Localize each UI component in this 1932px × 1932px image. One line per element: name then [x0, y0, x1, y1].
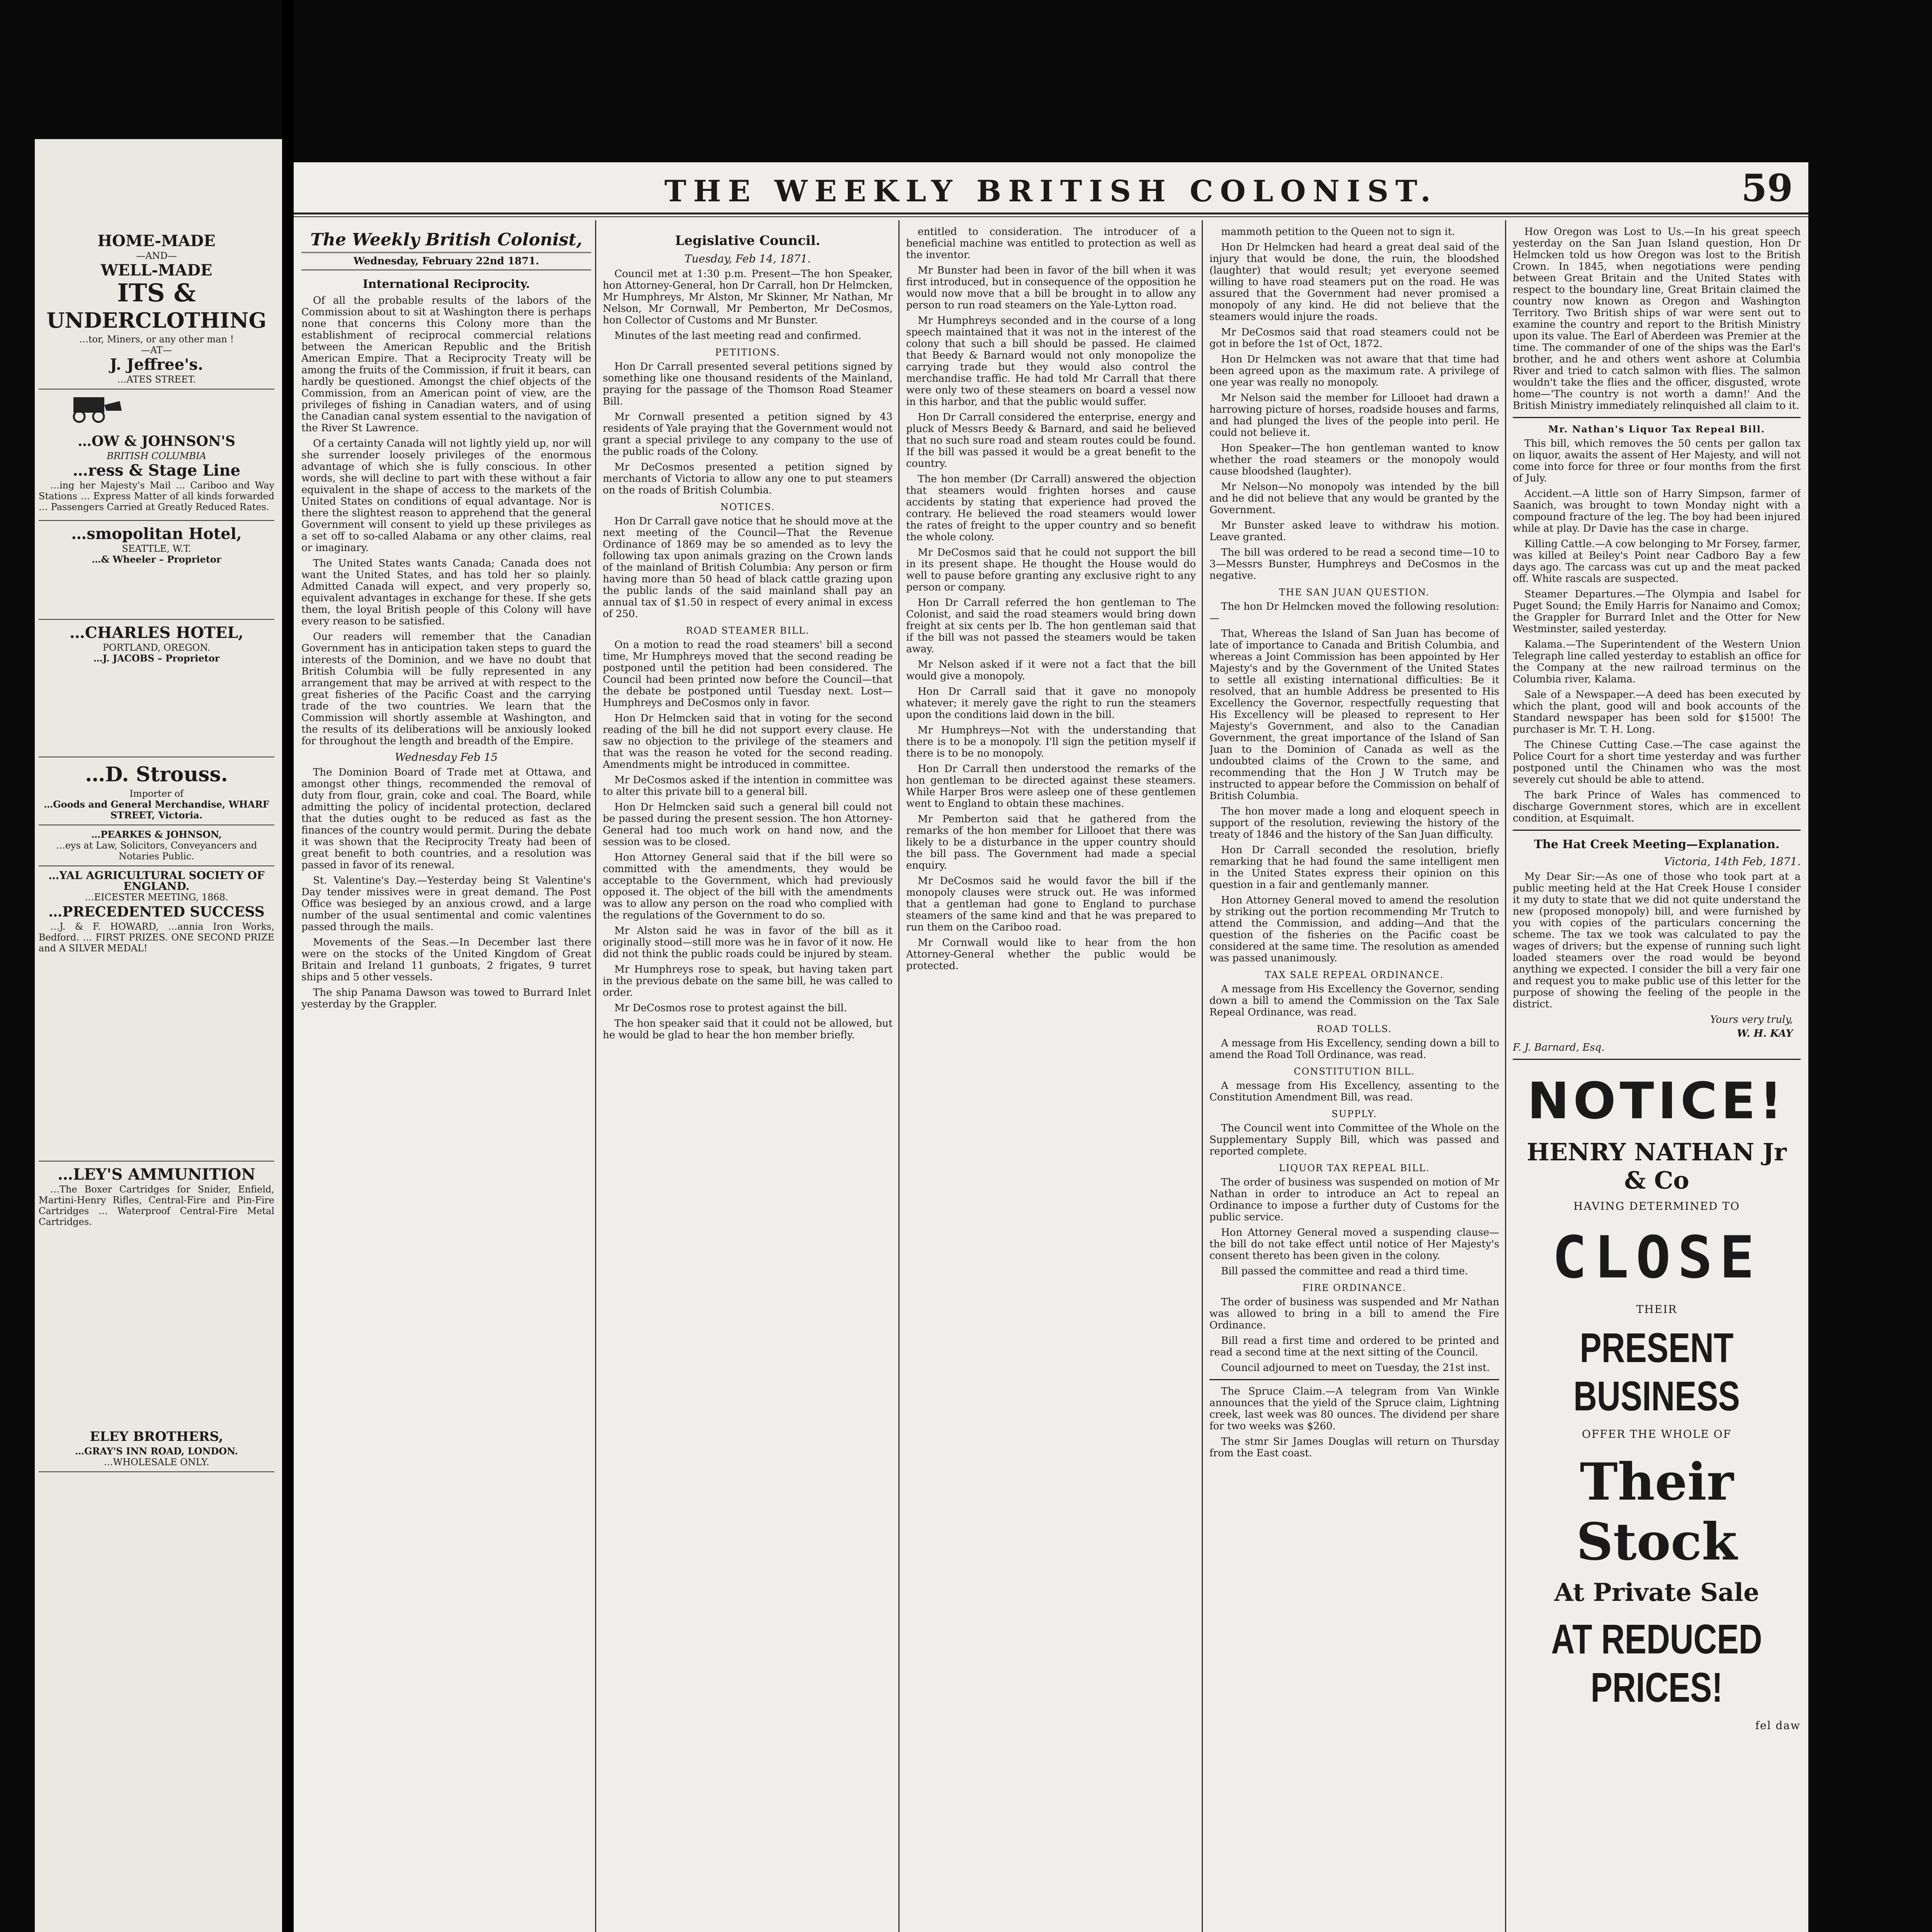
paragraph: mammoth petition to the Queen not to sign it.: [1221, 226, 1455, 238]
ad-title: …LEY'S AMMUNITION: [58, 1165, 255, 1184]
divider: [1209, 1379, 1499, 1380]
paragraph: Sale of a Newspaper.—A deed has been executed by which the plant, good will and book accounts of the Standard newspaper has been sold for $1500! The purchaser is Mr. T. H. Long.: [1513, 689, 1801, 735]
column-san-juan: [1209, 226, 1499, 1932]
ad-text: …ing her Majesty's Mail … Cariboo and Way Stations … Express Matter of all kinds forwarded … Passengers Carried at Greatly Reduced Rates.: [39, 480, 274, 512]
section-heading: TAX SALE REPEAL ORDINANCE.: [1265, 969, 1444, 980]
paragraph: The order of business was suspended and Mr Nathan was allowed to bring in a bill to amend the Fire Ordinance.: [1209, 1296, 1499, 1331]
section-heading: CONSTITUTION BILL.: [1294, 1066, 1415, 1077]
paragraph: Mr DeCosmos asked if the intention in committee was to alter this private bill to a general bill.: [603, 774, 893, 798]
paragraph: Steamer Departures.—The Olympia and Isabel for Puget Sound; the Emily Harris for Nanaimo and Comox; the Grappler for Burrard Inlet and the Otter for New Westminster, sailed yesterday.: [1513, 588, 1801, 635]
ad-sub: …tor, Miners, or any other man !: [79, 334, 234, 345]
paragraph: Hon Dr Carrall referred the hon gentleman to The Colonist, and said the road steamers would bring down freight at six cents per lb. The hon gentleman said that if the bill was not passed the steamers would be taken away.: [906, 597, 1196, 655]
ad-line: HOME-MADE: [97, 232, 216, 250]
paragraph: The stmr Sir James Douglas will return on Thursday from the East coast.: [1209, 1436, 1499, 1459]
paragraph: The hon member (Dr Carrall) answered the objection that steamers would frighten horses and cause accidents by stating that experience had proved the contrary. He believed the road steamers would lower the rates of freight to the upper country and so benefit the whole colony.: [906, 473, 1196, 543]
page-number: 59: [1741, 166, 1793, 210]
paragraph: Hon Dr Helmcken had heard a great deal said of the injury that would be done, the ruin, the bloodshed (laughter) that would result; yet everyone seemed willing to have road steamers put on the road. He was assured that the Government had never promised a monopoly of any kind. He did not believe that the steamers would injure the roads.: [1209, 242, 1499, 323]
paragraph: Our readers will remember that the Canadian Government has in anticipation taken steps to guard the interests of the Dominion, and we have no doubt that British Columbia will be fully represented in any arrangement that may be arrived at with respect to the great fisheries of the Pacific Coast and the carrying trade of the two countries. We learn that the Commission will shortly assemble at Washington, and the results of its deliberations will be anxiously looked for throughout the length and breadth of the Empire.: [301, 631, 591, 747]
ad-filler: [39, 565, 274, 611]
paragraph: A message from His Excellency, sending down a bill to amend the Road Toll Ordinance, was read.: [1209, 1037, 1499, 1061]
letter-recipient: F. J. Barnard, Esq.: [1513, 1042, 1605, 1053]
column-divider: [1505, 220, 1506, 1932]
ad-line: WELL-MADE: [100, 261, 213, 279]
paragraph: Hon Dr Helmcken said that in voting for the second reading of the bill he did not support every clause. He saw no objection to the privilege of the steamers and that was the reason he voted for the second reading. Amendments might be introduced in committee.: [603, 713, 893, 770]
paragraph: Hon Dr Carrall said that it gave no monopoly whatever; it merely gave the right to run the steamers upon the conditions laid down in the bill.: [906, 686, 1196, 721]
paragraph: The bark Prince of Wales has commenced to discharge Government stores, which are in excellent condition, at Esquimalt.: [1513, 789, 1801, 824]
dateline: Tuesday, Feb 14, 1871.: [684, 252, 811, 265]
notice-their-stock: Their Stock: [1576, 1452, 1737, 1572]
ad-cosmopolitan-hotel: [39, 521, 274, 620]
column-legislative-council: [603, 226, 893, 1932]
ad-sub: BRITISH COLUMBIA: [107, 451, 206, 461]
notice-present-business: PRESENT BUSINESS: [1573, 1324, 1740, 1419]
notice-reduced-prices: AT REDUCED PRICES!: [1551, 1616, 1762, 1711]
paragraph: That, Whereas the Island of San Juan has become of late of importance to Canada and British Columbia, and whereas a Joint Commission has been appointed by Her Majesty's and by the Government of the United States to settle all existing international difficulties: Be it resolved, that an humble Address be presented to His Excellency the Governor, respectfully requesting that His Excellency will be pleased to represent to Her Majesty's Government, and also to the Canadian Government, the great importance of the Island of San Juan to the Dominion of Canada as well as the undoubted claims of the Crown to the same, and recommending that the Hon J W Trutch may be instructed to appear before the Commission on behalf of British Columbia.: [1209, 628, 1499, 802]
section-heading: SUPPLY.: [1332, 1109, 1377, 1119]
stagecoach-icon: [62, 393, 124, 424]
section-heading: Mr. Nathan's Liquor Tax Repeal Bill.: [1548, 423, 1765, 435]
notice-close-word: CLOSE: [1552, 1224, 1762, 1291]
ad-st-charles-hotel: [39, 620, 274, 757]
notice-title: NOTICE!: [1527, 1071, 1786, 1130]
article-title: International Reciprocity.: [362, 277, 530, 291]
paragraph: Kalama.—The Superintendent of the Western Union Telegraph line called yesterday to establish an office for the Company at the new railroad terminus on the Columbia river, Kalama.: [1513, 639, 1801, 685]
paragraph: Mr Humphreys—Not with the understanding that there is to be a monopoly. I'll sign the petition myself if there is to be no monopoly.: [906, 724, 1196, 759]
ad-title: …D. Strouss.: [85, 763, 228, 786]
section-heading: NOTICES.: [720, 502, 775, 512]
notice-line: THEIR: [1636, 1303, 1677, 1316]
paragraph: Hon Dr Helmcken was not aware that that time had been agreed upon as the maximum rate. A privilege of one year was really no monopoly.: [1209, 354, 1499, 388]
paragraph: Hon Attorney General moved a suspending clause—the bill do not take effect until notice of Her Majesty's consent thereto has been given in the colony.: [1209, 1227, 1499, 1262]
paragraph: Hon Dr Carrall then understood the remarks of the hon gentleman to be directed against these steamers. While Harper Bros were asleep one of these gentlemen went to England to obtain these machines.: [906, 763, 1196, 810]
paragraph: Mr DeCosmos said that he could not support the bill in its present shape. He thought the House would do well to pause before granting any exclusive right to any person or company.: [906, 547, 1196, 593]
column-editorial: [301, 226, 591, 1932]
ad-foot: …WHOLESALE ONLY.: [104, 1457, 209, 1468]
paragraph: Mr Bunster asked leave to withdraw his motion. Leave granted.: [1209, 520, 1499, 543]
paragraph: How Oregon was Lost to Us.—In his great speech yesterday on the San Juan Island question, Hon Dr Helmcken told us how Oregon was lost to the British Crown. In 1845, when negotiations were pending between Great Britain and the United States with respect to the boundary line, Great Britain claimed the country now known as Oregon and Washington Territory. Two British ships of war were sent out to examine the country and report to the British Ministry upon its value. The Earl of Aberdeen was Premier at the time. The commander of one of the ships was the Earl's brother, and he and others went ashore at Columbia River and tried to catch salmon with flies. The salmon wouldn't take the flies and the officer, disgusted, wrote home—'The country is not worth a damn!' And the British Ministry immediately relinquished all claim to it.: [1513, 226, 1801, 412]
paragraph: Hon Attorney General said that if the bill were so committed with the amendments, they would be acceptable to the Government, which had previously opposed it. The object of the bill with the amendments was to allow any person on the road who complied with the regulations of the Government to do so.: [603, 852, 893, 921]
paragraph: A message from His Excellency the Governor, sending down a bill to amend the Commission on the Tax Sale Repeal Ordinance, was read.: [1209, 983, 1499, 1018]
paragraph: The ship Panama Dawson was towed to Burrard Inlet yesterday by the Grappler.: [301, 987, 591, 1010]
paragraph: Hon Dr Carrall seconded the resolution, briefly remarking that he had found the same intelligent men in the United States express their opinion on this question in a fair and gentlemanly manner.: [1209, 844, 1499, 891]
ad-sub: PORTLAND, OREGON.: [102, 642, 211, 653]
divider: [1513, 830, 1801, 831]
paragraph: A message from His Excellency, assenting to the Constitution Amendment Bill, was read.: [1209, 1080, 1499, 1103]
paragraph: Mr DeCosmos rose to protest against the bill.: [614, 1002, 847, 1014]
paragraph: The hon Dr Helmcken moved the following resolution:—: [1209, 601, 1499, 624]
masthead-rule: [294, 216, 1808, 217]
left-page-fragment: [35, 139, 282, 1932]
ad-street: …GRAY'S INN ROAD, LONDON.: [75, 1446, 238, 1457]
paragraph: The order of business was suspended on motion of Mr Nathan in order to introduce an Act to repeal an Ordinance to impose a further duty of Customs for the public service.: [1209, 1177, 1499, 1223]
dateline: Wednesday Feb 15: [395, 751, 498, 764]
ad-howard-ploughs: [39, 866, 274, 1162]
paragraph: Mr DeCosmos said that road steamers could not be got in before the 1st of Oct, 1872.: [1209, 327, 1499, 350]
paragraph: Mr Bunster had been in favor of the bill when it was first introduced, but in consequence of the opposition he would now move that a bill be brought in to allow any person to run road steamers on the Yale-Lytton road.: [906, 265, 1196, 311]
article-title: The Hat Creek Meeting—Explanation.: [1534, 838, 1780, 851]
notice-private-sale: At Private Sale: [1554, 1578, 1759, 1607]
paragraph: The Chinese Cutting Case.—The case against the Police Court for a short time yesterday and was further postponed until the Chinamen who was the most severely cut should be able to attend.: [1513, 739, 1801, 786]
ad-title: …smopolitan Hotel,: [71, 525, 242, 543]
masthead-rule: [294, 213, 1808, 214]
paragraph: The Spruce Claim.—A telegram from Van Winkle announces that the yield of the Spruce claim, Lightning creek, last week was 80 ounces. The dividend per share for two weeks was $260.: [1209, 1386, 1499, 1432]
paragraph: The hon speaker said that it could not be allowed, but he would be glad to hear the hon member briefly.: [603, 1018, 893, 1041]
paragraph: Of all the probable results of the labors of the Commission about to sit at Washington there is perhaps none that concerns this Colony more than the establishment of reciprocal commercial relations between the American Republic and the British American Empire. That a Reciprocity Treaty will be among the fruits of the Commission, if fruit it bears, can hardly be questioned. Amongst the chief objects of the Commission, from an American point of view, are the privileges of fishing in Canadian waters, and of using the Canadian canal system essential to the navigation of the River St Lawrence.: [301, 295, 591, 434]
paragraph: Accident.—A little son of Harry Simpson, farmer of Saanich, was brought to town Monday night with a compound fracture of the leg. The boy had been injured while at play. Dr Davie has the case in charge.: [1513, 488, 1801, 534]
notice-line: OFFER THE WHOLE OF: [1582, 1428, 1732, 1440]
masthead-title: THE WEEKLY BRITISH COLONIST.: [664, 174, 1438, 208]
ad-sub: …EICESTER MEETING, 1868.: [85, 892, 228, 903]
section-heading: ROAD TOLLS.: [1316, 1024, 1392, 1034]
paragraph: Mr Humphreys seconded and in the course of a long speech maintained that it was not in the interest of the colony that such a bill should be passed. He claimed that Beedy & Barnard would not only monopolize the carrying trade but they would also control the merchandise traffic. He had told Mr Carrall that there were only two of these steamers on board a vessel now in this harbor, and that the public would suffer.: [906, 315, 1196, 408]
ad-underclothing: [39, 228, 274, 389]
divider: [1513, 417, 1801, 418]
paragraph: This bill, which removes the 50 cents per gallon tax on liquor, awaits the assent of Her Majesty, and will not come into force for three or four months from the first of July.: [1513, 438, 1801, 484]
paragraph: Council adjourned to meet on Tuesday, the 21st inst.: [1221, 1362, 1490, 1374]
paragraph: Mr Nelson—No monopoly was intended by the bill and he did not believe that any would be granted by the Government.: [1209, 481, 1499, 516]
ad-pearkes-johnson: [39, 825, 274, 866]
ad-text: …& Wheeler – Proprietor: [92, 554, 221, 565]
paragraph: Hon Dr Carrall gave notice that he should move at the next meeting of the Council—That the Revenue Ordinance of 1869 may be so amended as to levy the following tax upon animals grazing on the Crown lands of the mainland of British Columbia: Any person or firm having more than 50 head of black cattle grazing upon the public lands of the said mainland shall pay an annual tax of $1.50 in respect of every animal in excess of 250.: [603, 515, 893, 620]
ad-sub: SEATTLE, W.T.: [122, 543, 191, 554]
column-local-news-and-notice: [1513, 226, 1801, 1932]
column-divider: [1202, 220, 1203, 1932]
issue-date: Wednesday, February 22nd 1871.: [301, 252, 591, 270]
paragraph: St. Valentine's Day.—Yesterday being St Valentine's Day tender missives were in great demand. The Post Office was besieged by an anxious crowd, and a large number of the usual sentimental and comic valentines passed through the mails.: [301, 875, 591, 933]
newspaper-page: [294, 162, 1808, 1932]
paragraph: Mr Nelson asked if it were not a fact that the bill would give a monopoly.: [906, 659, 1196, 682]
ad-street: …ATES STREET.: [117, 374, 196, 385]
ad-title: …PRECEDENTED SUCCESS: [48, 904, 265, 920]
paragraph: Movements of the Seas.—In December last there were on the stocks of the United Kingdom of Great Britain and Ireland 11 gunboats, 2 frigates, 9 turret ships and 5 other vessels.: [301, 937, 591, 983]
paragraph: Killing Cattle.—A cow belonging to Mr Forsey, farmer, was killed at Beiley's Point near Cadboro Bay a few days ago. The carcass was cut up and the meat packed off. White rascals are suspected.: [1513, 538, 1801, 585]
notice-line: HAVING DETERMINED TO: [1573, 1200, 1740, 1213]
paper-title: The Weekly British Colonist,: [310, 230, 582, 250]
letter-close: Yours very truly,: [1710, 1014, 1793, 1026]
ad-line: ITS &: [117, 279, 196, 308]
ad-title: …ress & Stage Line: [72, 461, 240, 480]
section-heading: THE SAN JUAN QUESTION.: [1279, 587, 1430, 598]
ad-text: …eys at Law, Solicitors, Conveyancers and Notaries Public.: [56, 840, 257, 862]
section-heading: FIRE ORDINANCE.: [1302, 1282, 1406, 1293]
notice-merchant-name: HENRY NATHAN Jr & Co: [1527, 1138, 1787, 1194]
ad-eley-ammunition: [39, 1162, 274, 1472]
section-heading: ROAD STEAMER BILL.: [686, 625, 810, 636]
paragraph: Hon Speaker—The hon gentleman wanted to know whether the road steamers or the monopoly would cause bloodshed (laughter).: [1209, 442, 1499, 477]
paragraph: Hon Dr Carrall considered the enterprise, energy and pluck of Messrs Beedy & Barnard, and said he believed that no such sure road and steam routes could be found. If the bill was passed it would be a great benefit to the country.: [906, 412, 1196, 469]
column-divider: [898, 220, 900, 1932]
letter-signature: W. H. KAY: [1737, 1028, 1793, 1039]
paragraph: Hon Dr Carrall presented several petitions signed by something like one thousand residents of the Mainland, praying for the passage of the Thomson Road Steamer Bill.: [603, 361, 893, 407]
ad-express-line: [39, 389, 274, 521]
notice-advertisement: [1513, 1071, 1801, 1732]
paragraph: Mr Pemberton said that he gathered from the remarks of the hon member for Lillooet that there was likely to be a disturbance in the upper country should the bill pass. The Government had made a special enquiry.: [906, 813, 1196, 871]
article-title: Legislative Council.: [675, 233, 820, 248]
ad-title: …CHARLES HOTEL,: [69, 624, 244, 642]
paragraph: Mr Alston said he was in favor of the bill as it originally stood—still more was he in favor of it now. He did not think the public roads could be injured by steam.: [603, 925, 893, 960]
paragraph: The hon mover made a long and eloquent speech in support of the resolution, reviewing the history of the treaty of 1846 and the history of the San Juan difficulty.: [1209, 806, 1499, 840]
ad-line: —AND—: [136, 250, 177, 261]
paragraph: Bill passed the committee and read a third time.: [1221, 1265, 1468, 1277]
divider: [1513, 1059, 1801, 1060]
paragraph: Minutes of the last meeting read and confirmed.: [614, 330, 862, 342]
ad-filler: [39, 664, 274, 749]
ad-text: …The Boxer Cartridges for Snider, Enfield, Martini-Henry Rifles, Central-Fire and Pin-Fire Cartridges … Waterproof Central-Fire Metal Cartridges.: [39, 1184, 274, 1227]
ad-strouss: [39, 757, 274, 825]
ad-name: J. Jeffree's.: [110, 355, 203, 374]
paragraph: The bill was ordered to be read a second time—10 to 3—Messrs Bunster, Humphreys and DeCosmos in the negative.: [1209, 547, 1499, 582]
paragraph: Mr DeCosmos said he would favor the bill if the monopoly clauses were struck out. He was informed that a gentleman had gone to England to purchase steamers of the same kind and that he was prepared to run them on the Cariboo road.: [906, 875, 1196, 933]
ad-text: …Goods and General Merchandise, WHARF STREET, Victoria.: [44, 799, 269, 821]
letter-body: My Dear Sir:—As one of those who took part at a public meeting held at the Hat Creek House I consider it my duty to state that we did not quite understand the new (proposed monopoly) bill, and were furnished by you with copies of the particulars concerning the scheme. The tax we took was calculated to pay the wages of drivers; but the expense of running such light loaded steamers over the road would be beyond anything we expected. I consider the bill a very fair one and request you to make public use of this letter for the purpose of showing the feeling of the people in the district.: [1513, 871, 1801, 1010]
ad-title: …PEARKES & JOHNSON,: [91, 829, 222, 840]
ad-title: …YAL AGRICULTURAL SOCIETY OF ENGLAND.: [48, 869, 265, 893]
paragraph: Mr Cornwall presented a petition signed by 43 residents of Yale praying that the Government would not grant a special privilege to any company to the use of the public roads of the Colony.: [603, 411, 893, 457]
ad-title: …OW & JOHNSON'S: [78, 433, 235, 449]
paragraph: Bill read a first time and ordered to be printed and read a second time at the next sitting of the Council.: [1209, 1335, 1499, 1358]
paragraph: Mr DeCosmos presented a petition signed by merchants of Victoria to allow any one to put steamers on the roads of British Columbia.: [603, 461, 893, 496]
paragraph: Mr Nelson said the member for Lillooet had drawn a harrowing picture of horses, roadside houses and farms, and had plunged the lives of the people into peril. He could not believe it.: [1209, 392, 1499, 439]
paragraph: Hon Dr Helmcken said such a general bill could not be passed during the present session. The hon Attorney-General had too much work on hand now, and the session was to be closed.: [603, 801, 893, 848]
notice-footnote: fel daw: [1755, 1719, 1801, 1732]
paragraph: entitled to consideration. The introducer of a beneficial machine was entitled to protection as well as the inventor.: [906, 226, 1196, 261]
paragraph: Of a certainty Canada will not lightly yield up, nor will she surrender loosely privileges of the enormous advantage of which she is fully conscious. In other words, she will decline to part with these without a fair equivalent in the shape of access to the markets of the United States on conditions of equal advantage. Nor is there the slightest reason to apprehend that the general Government will consent to yield up these privileges as a set off to so-called Alabama or any other claims, real or imaginary.: [301, 438, 591, 554]
paragraph: The United States wants Canada; Canada does not want the United States, and has told her so plainly. Admitted Canada will expect, and very properly so, equivalent advantages in exchange for these. If she gets them, the loyal British people of this Colony will have every reason to be satisfied.: [301, 558, 591, 627]
letter-date: Victoria, 14th Feb, 1871.: [1664, 855, 1801, 868]
ad-text: …J. JACOBS – Proprietor: [93, 653, 220, 664]
paragraph: The Council went into Committee of the Whole on the Supplementary Supply Bill, which was passed and reported complete.: [1209, 1122, 1499, 1157]
ad-name: ELEY BROTHERS,: [90, 1429, 223, 1444]
column-divider: [595, 220, 596, 1932]
left-ads-column: [39, 228, 274, 1932]
ad-line: UNDERCLOTHING: [46, 308, 267, 333]
paragraph: Mr Cornwall would like to hear from the hon Attorney-General whether the public would be protected.: [906, 937, 1196, 972]
paragraph: Hon Attorney General moved to amend the resolution by striking out the portion recommending Mr Trutch to attend the Commission, and adding—And that the question of the fisheries on the Pacific coast be considered at the same time. The resolution as amended was passed unanimously.: [1209, 895, 1499, 964]
page-gutter: [282, 0, 294, 1932]
ad-text: …J. & F. HOWARD, …annia Iron Works, Bedford. … FIRST PRIZES. ONE SECOND PRIZE and A SILVER MEDAL!: [39, 921, 274, 954]
section-heading: PETITIONS.: [715, 347, 781, 358]
column-debate-continued: [906, 226, 1196, 1932]
paragraph: On a motion to read the road steamers' bill a second time, Mr Humphreys moved that the second reading be postponed until the petition had been considered. The Council had been printed now before the Council—that the debate be postponed until Tuesday next. Lost—Humphreys and DeCosmos only in favor.: [603, 639, 893, 709]
paragraph: Council met at 1:30 p.m. Present—The hon Speaker, hon Attorney-General, hon Dr Carrall, hon Dr Helmcken, Mr Humphreys, Mr Alston, Mr Skinner, Mr Nathan, Mr Nelson, Mr Cornwall, Mr Pemberton, Mr DeCosmos, hon Collector of Customs and Mr Bunster.: [603, 268, 893, 326]
ad-at: —AT—: [141, 345, 172, 355]
section-heading: LIQUOR TAX REPEAL BILL.: [1279, 1163, 1430, 1173]
paragraph: The Dominion Board of Trade met at Ottawa, and amongst other things, recommended the removal of duty from flour, grain, coke and coal. The Board, while admitting the policy of incidental protection, declared that the duties ought to be reduced as fast as the finances of the country would permit. During the debate it was shown that the Reciprocity Treaty had been of great benefit to both countries, and a resolution was passed in favor of its renewal.: [301, 767, 591, 871]
paragraph: Mr Humphreys rose to speak, but having taken part in the previous debate on the same bill, he was called to order.: [603, 964, 893, 998]
ad-sub: Importer of: [129, 788, 184, 799]
